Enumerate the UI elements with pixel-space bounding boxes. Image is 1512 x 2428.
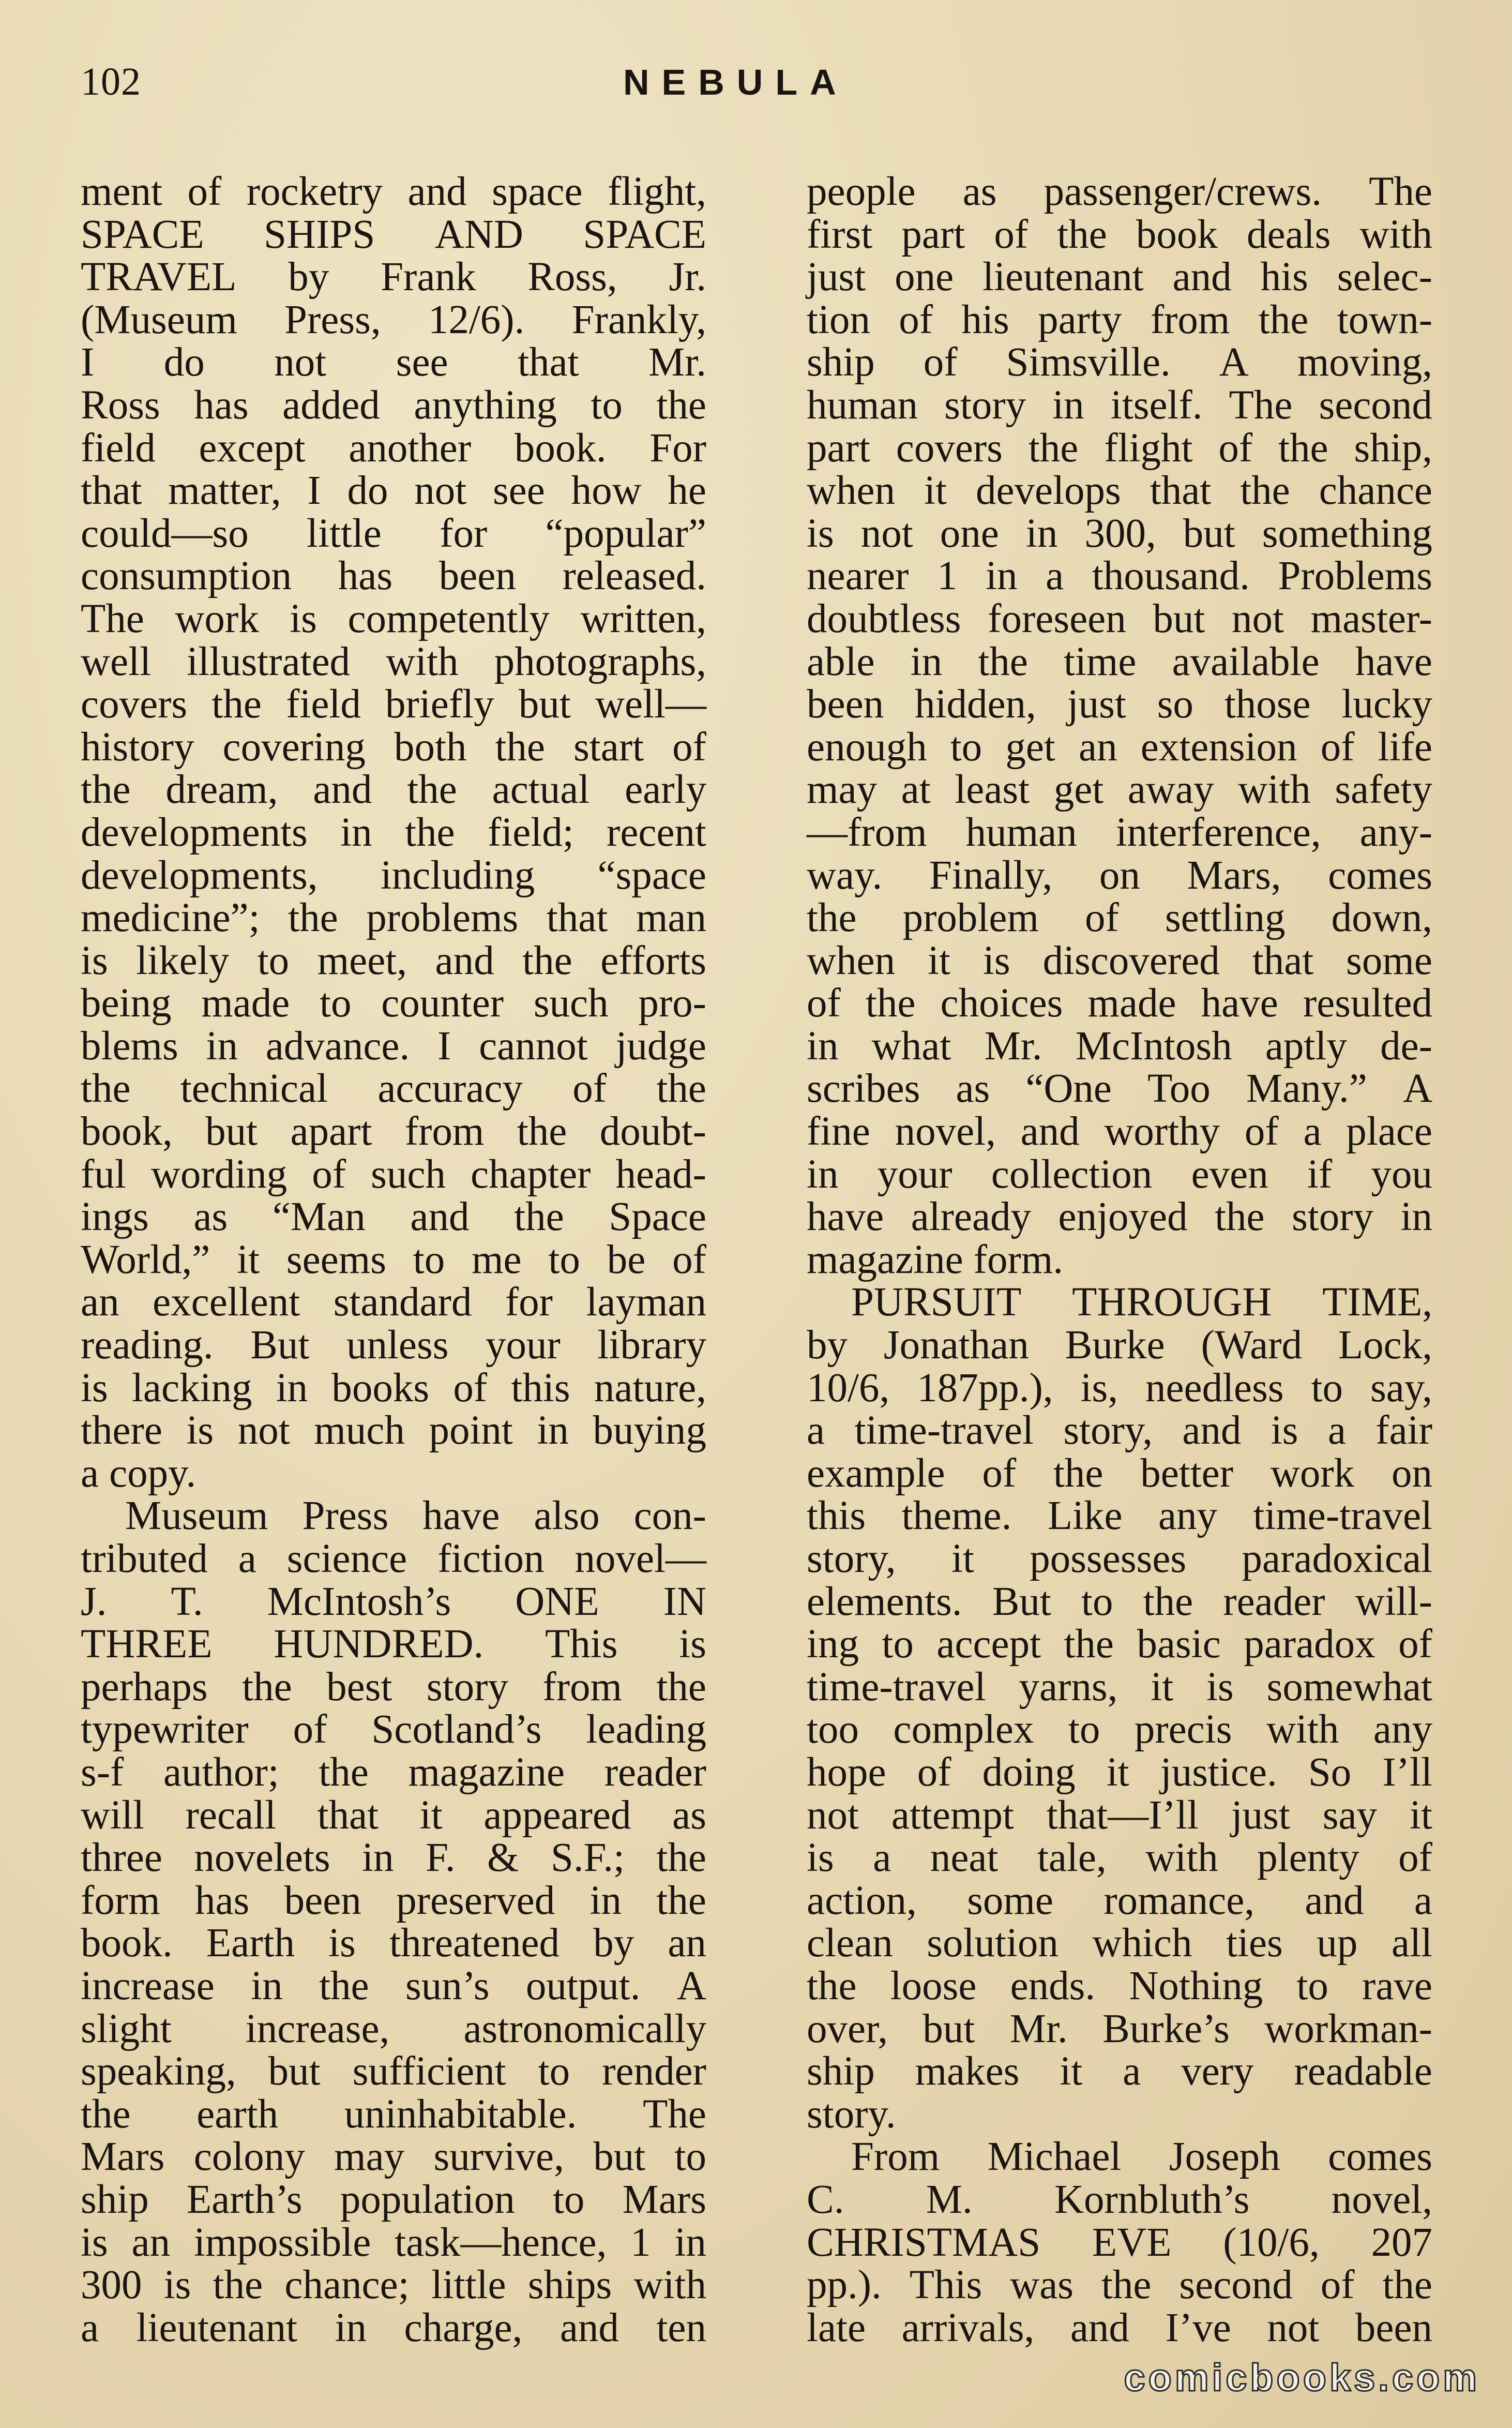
text-line: (Museum Press, 12/6). Frankly, bbox=[81, 297, 706, 342]
text-line: the loose ends. Nothing to rave bbox=[807, 1963, 1432, 2009]
text-line: ment of rocketry and space flight, bbox=[81, 169, 706, 214]
text-line: people as passenger/crews. The bbox=[807, 169, 1432, 214]
text-line: ship of Simsville. A moving, bbox=[807, 340, 1432, 385]
text-line: way. Finally, on Mars, comes bbox=[807, 852, 1432, 898]
text-line: 10/6, 187pp.), is, needless to say, bbox=[807, 1365, 1432, 1411]
text-line: could—so little for “popular” bbox=[81, 511, 706, 556]
text-line: this theme. Like any time-travel bbox=[807, 1493, 1432, 1539]
text-line: book, but apart from the doubt- bbox=[81, 1109, 706, 1155]
text-line: ship makes it a very readable bbox=[807, 2049, 1432, 2094]
text-line: nearer 1 in a thousand. Problems bbox=[807, 553, 1432, 599]
text-line: is an impossible task—hence, 1 in bbox=[81, 2220, 706, 2265]
text-line: story, it possesses paradoxical bbox=[807, 1536, 1432, 1581]
text-line: developments in the field; recent bbox=[81, 810, 706, 855]
text-line: The work is competently written, bbox=[81, 596, 706, 641]
text-line: a time-travel story, and is a fair bbox=[807, 1408, 1432, 1453]
text-line: scribes as “One Too Many.” A bbox=[807, 1066, 1432, 1112]
text-line: field except another book. For bbox=[81, 425, 706, 471]
text-line: in your collection even if you bbox=[807, 1151, 1432, 1197]
text-line: medicine”; the problems that man bbox=[81, 895, 706, 941]
running-head-title: NEBULA bbox=[623, 62, 849, 102]
text-line: is lacking in books of this nature, bbox=[81, 1365, 706, 1411]
text-line: enough to get an extension of life bbox=[807, 724, 1432, 770]
text-line: not attempt that—I’ll just say it bbox=[807, 1792, 1432, 1838]
text-line: form has been preserved in the bbox=[81, 1878, 706, 1923]
text-line: slight increase, astronomically bbox=[81, 2006, 706, 2051]
text-line: the earth uninhabitable. The bbox=[81, 2091, 706, 2137]
text-line: well illustrated with photographs, bbox=[81, 639, 706, 684]
text-line: may at least get away with safety bbox=[807, 767, 1432, 813]
text-line: been hidden, just so those lucky bbox=[807, 682, 1432, 727]
text-line: is a neat tale, with plenty of bbox=[807, 1835, 1432, 1881]
text-line: being made to counter such pro- bbox=[81, 981, 706, 1026]
text-line: From Michael Joseph comes bbox=[851, 2134, 1432, 2180]
text-line: pp.). This was the second of the bbox=[807, 2262, 1432, 2308]
text-line: reading. But unless your library bbox=[81, 1323, 706, 1368]
text-line: Ross has added anything to the bbox=[81, 382, 706, 428]
text-line: late arrivals, and I’ve not been bbox=[807, 2305, 1432, 2350]
text-line: —from human interference, any- bbox=[807, 810, 1432, 855]
watermark-logo: comicbooks.com bbox=[1124, 2356, 1480, 2399]
text-line: the technical accuracy of the bbox=[81, 1066, 706, 1112]
text-line: developments, including “space bbox=[81, 852, 706, 898]
text-line: J. T. McIntosh’s ONE IN bbox=[81, 1579, 706, 1624]
text-line: there is not much point in buying bbox=[81, 1408, 706, 1453]
text-line: s-f author; the magazine reader bbox=[81, 1749, 706, 1795]
text-column-right bbox=[807, 171, 1432, 2349]
text-line: story. bbox=[807, 2091, 896, 2137]
text-line: fine novel, and worthy of a place bbox=[807, 1109, 1432, 1155]
text-line: consumption has been released. bbox=[81, 553, 706, 599]
text-line: elements. But to the reader will- bbox=[807, 1579, 1432, 1624]
text-line: Mars colony may survive, but to bbox=[81, 2134, 706, 2180]
text-line: magazine form. bbox=[807, 1237, 1063, 1282]
text-line: when it is discovered that some bbox=[807, 938, 1432, 983]
text-line: clean solution which ties up all bbox=[807, 1921, 1432, 1966]
text-line: human story in itself. The second bbox=[807, 382, 1432, 428]
text-line: is likely to meet, and the efforts bbox=[81, 938, 706, 983]
text-line: ful wording of such chapter head- bbox=[81, 1151, 706, 1197]
text-line: action, some romance, and a bbox=[807, 1878, 1432, 1923]
text-line: covers the field briefly but well— bbox=[81, 682, 706, 727]
text-line: SPACE SHIPS AND SPACE bbox=[81, 212, 706, 257]
text-line: ing to accept the basic paradox of bbox=[807, 1622, 1432, 1667]
text-line: the problem of settling down, bbox=[807, 895, 1432, 941]
text-line: tion of his party from the town- bbox=[807, 297, 1432, 342]
text-line: that matter, I do not see how he bbox=[81, 468, 706, 514]
text-line: blems in advance. I cannot judge bbox=[81, 1023, 706, 1069]
text-line: book. Earth is threatened by an bbox=[81, 1921, 706, 1966]
text-line: THREE HUNDRED. This is bbox=[81, 1622, 706, 1667]
text-line: TRAVEL by Frank Ross, Jr. bbox=[81, 254, 706, 300]
text-line: World,” it seems to me to be of bbox=[81, 1237, 706, 1282]
text-line: over, but Mr. Burke’s workman- bbox=[807, 2006, 1432, 2051]
text-line: have already enjoyed the story in bbox=[807, 1194, 1432, 1240]
text-line: speaking, but sufficient to render bbox=[81, 2049, 706, 2094]
text-line: time-travel yarns, it is somewhat bbox=[807, 1664, 1432, 1710]
text-line: ship Earth’s population to Mars bbox=[81, 2177, 706, 2222]
text-line: hope of doing it justice. So I’ll bbox=[807, 1749, 1432, 1795]
text-line: the dream, and the actual early bbox=[81, 767, 706, 813]
text-line: too complex to precis with any bbox=[807, 1707, 1432, 1752]
text-line: three novelets in F. & S.F.; the bbox=[81, 1835, 706, 1881]
text-line: is not one in 300, but something bbox=[807, 511, 1432, 556]
text-line: history covering both the start of bbox=[81, 724, 706, 770]
text-line: C. M. Kornbluth’s novel, bbox=[807, 2177, 1432, 2222]
text-line: a lieutenant in charge, and ten bbox=[81, 2305, 706, 2350]
text-line: increase in the sun’s output. A bbox=[81, 1963, 706, 2009]
text-line: first part of the book deals with bbox=[807, 212, 1432, 257]
text-line: a copy. bbox=[81, 1450, 196, 1496]
text-line: doubtless foreseen but not master- bbox=[807, 596, 1432, 641]
text-line: part covers the flight of the ship, bbox=[807, 425, 1432, 471]
text-line: in what Mr. McIntosh aptly de- bbox=[807, 1023, 1432, 1069]
text-line: perhaps the best story from the bbox=[81, 1664, 706, 1710]
text-line: ings as “Man and the Space bbox=[81, 1194, 706, 1240]
text-line: by Jonathan Burke (Ward Lock, bbox=[807, 1323, 1432, 1368]
page-number: 102 bbox=[81, 60, 141, 103]
text-line: an excellent standard for layman bbox=[81, 1280, 706, 1325]
text-line: when it develops that the chance bbox=[807, 468, 1432, 514]
text-line: of the choices made have resulted bbox=[807, 981, 1432, 1026]
text-line: able in the time available have bbox=[807, 639, 1432, 684]
text-column-left bbox=[81, 171, 706, 2349]
text-line: tributed a science fiction novel— bbox=[81, 1536, 706, 1581]
text-line: example of the better work on bbox=[807, 1450, 1432, 1496]
text-line: PURSUIT THROUGH TIME, bbox=[851, 1280, 1432, 1325]
text-line: 300 is the chance; little ships with bbox=[81, 2262, 706, 2308]
text-line: just one lieutenant and his selec- bbox=[807, 254, 1432, 300]
text-line: typewriter of Scotland’s leading bbox=[81, 1707, 706, 1752]
text-line: I do not see that Mr. bbox=[81, 340, 706, 385]
text-line: will recall that it appeared as bbox=[81, 1792, 706, 1838]
text-line: CHRISTMAS EVE (10/6, 207 bbox=[807, 2220, 1432, 2265]
text-line: Museum Press have also con- bbox=[125, 1493, 706, 1539]
